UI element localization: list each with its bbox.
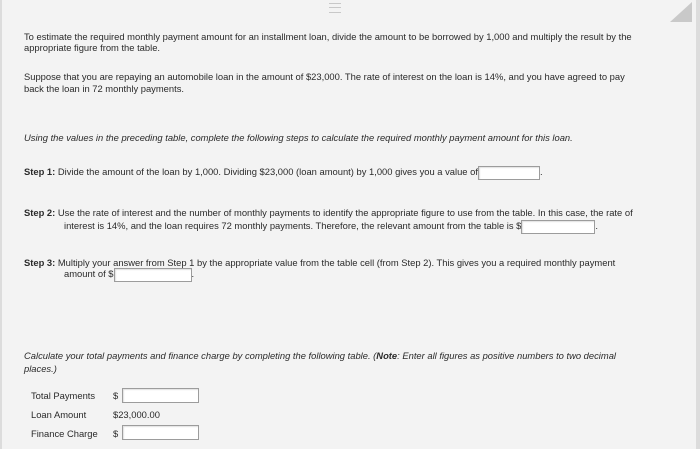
step-1-text: Divide the amount of the loan by 1,000. Dividing $23,000 (loan amount) by 1,000 gives you a value of: [57, 166, 478, 177]
note-label: Note: [376, 350, 398, 361]
page-corner-icon: [670, 2, 692, 22]
step-2-label: Step 2:: [24, 207, 56, 218]
step-2-period: .: [595, 220, 598, 231]
table-row-label-total-payments: Total Payments: [31, 390, 96, 401]
step-1-input[interactable]: [478, 166, 540, 180]
finance-charge-input[interactable]: [122, 425, 199, 440]
total-payments-input[interactable]: [122, 388, 199, 403]
step-2-text-1: Use the rate of interest and the number of monthly payments to identify the appropriate figure to use from the table. In this case, the rate of: [57, 207, 633, 218]
step-2-text-2: interest is 14%, and the loan requires 72 monthly payments. Therefore, the relevant amount from the table is $: [64, 220, 522, 231]
step-3-text-1: Multiply your answer from Step 1 by the appropriate value from the table cell (from Step 2). This gives you a required monthly payment: [57, 257, 616, 268]
step-2-input[interactable]: [521, 220, 595, 234]
instruction-text: Using the values in the preceding table, complete the following steps to calculate the required monthly payment amount for this loan.: [24, 132, 573, 143]
drag-handle-icon: [329, 3, 341, 13]
table-row-label-finance-charge: Finance Charge: [31, 428, 98, 439]
step-3-text-2: amount of $: [64, 268, 114, 279]
table-row-label-loan-amount: Loan Amount: [31, 409, 87, 420]
step-3-input[interactable]: [114, 268, 192, 282]
step-1-label: Step 1:: [24, 166, 56, 177]
table-row-prefix-total-payments: $: [113, 390, 119, 401]
intro-line-3: Suppose that you are repaying an automobile loan in the amount of $23,000. The rate of interest on the loan is 14%, and you have agreed to pay: [24, 71, 625, 82]
step-3-line-2: [64, 267, 194, 282]
loan-amount-value: $23,000.00: [113, 409, 160, 420]
intro-line-2: appropriate figure from the table.: [24, 42, 161, 53]
calc-instruction-line-2: places.): [24, 363, 57, 374]
step-3-period: .: [191, 268, 195, 279]
calc-instruction-post: : Enter all figures as positive numbers to two decimal: [397, 350, 616, 361]
calc-instruction-line-1: [24, 349, 616, 362]
table-row-prefix-finance-charge: $: [113, 428, 119, 439]
step-1-period: .: [539, 166, 543, 177]
question-panel: [2, 0, 696, 449]
calc-instruction-pre: Calculate your total payments and finance charge by completing the following table. (: [24, 350, 377, 361]
step-1: [24, 165, 543, 180]
step-2-line-1: [24, 206, 633, 219]
step-2-line-2: [64, 219, 598, 234]
step-3-label: Step 3:: [24, 257, 56, 268]
intro-line-4: back the loan in 72 monthly payments.: [24, 83, 184, 94]
intro-line-1: To estimate the required monthly payment amount for an installment loan, divide the amount to be borrowed by 1,000 and multiply the result by the: [24, 31, 632, 42]
